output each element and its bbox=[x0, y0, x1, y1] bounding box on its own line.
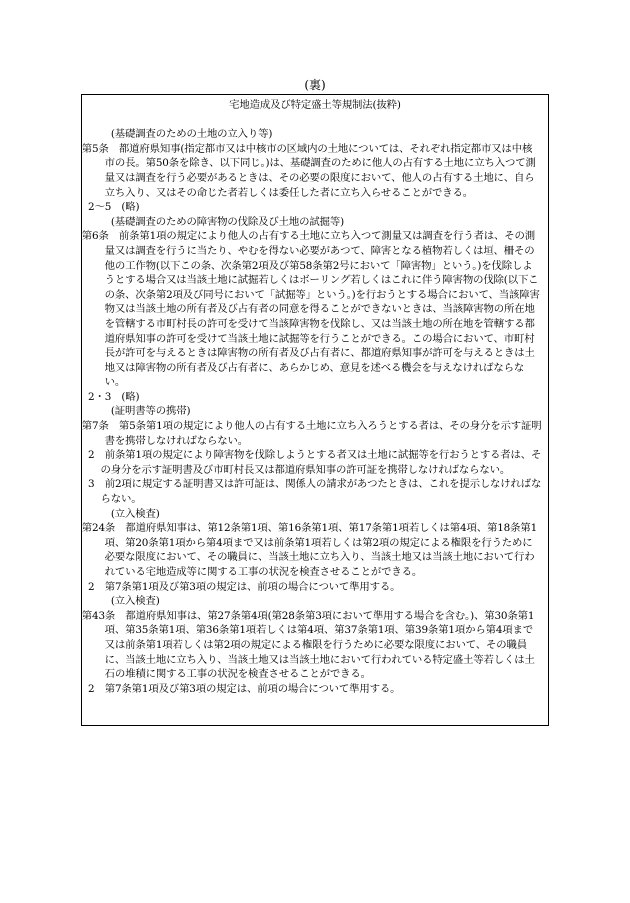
page-side-label: (裏) bbox=[304, 78, 326, 92]
law-title: 宅地造成及び特定盛土等規制法(抜粋) bbox=[229, 99, 401, 111]
clause-text: 2～5 (略) bbox=[88, 201, 140, 214]
clause-text: 2 第7条第1項及び第3項の規定は、前項の場合について準用する。 bbox=[88, 580, 401, 593]
article-text: 第43条 都道府県知事は、第27条第4項(第28条第3項において準用する場合を含む。)、第30条第1項、第35条第1項、第36条第1項若しくは第4項、第37条第1項、第39条第1項から第4項まで又は前条第1項若しくは第2項の規定による権限を行うために必要な限度において、その職員に、当該土地に立ち入り、当該土地又は当該土地において行われている特定盛土等若しくは土石の堆積に関する工事の状況を検査させることができる。 bbox=[81, 609, 535, 681]
clause-text: 3 前2項に規定する証明書又は許可証は、関係人の請求があつたときは、これを提示しなければならない。 bbox=[88, 478, 542, 506]
article-heading: (証明書等の携帯) bbox=[110, 405, 191, 418]
article-heading: (立入検査) bbox=[110, 595, 160, 608]
spacer bbox=[88, 113, 542, 128]
article-heading: (立入検査) bbox=[110, 507, 160, 520]
law-excerpt-box bbox=[81, 94, 549, 726]
article-text: 第5条 都道府県知事(指定都市又は中核市の区域内の土地については、それぞれ指定都市又は中核市の長。第50条を除き、以下同じ。)は、基礎調査のために他人の占有する土地に立ち入つて測量又は調査を行う必要があるときは、その必要の限度において、他人の占有する土地に、自ら立ち入り、又はその命じた者若しくは委任した者に立ち入らせることができる。 bbox=[81, 142, 536, 199]
article-text: 第24条 都道府県知事は、第12条第1項、第16条第1項、第17条第1項若しくは第4項、第18条第1項、第20条第1項から第4項まで又は前条第1項若しくは第2項の規定による権限を行うために必要な限度において、その職員に、当該土地に立ち入り、当該土地又は当該土地において行われている宅地造成等に関する工事の状況を検査させることができる。 bbox=[81, 522, 538, 578]
article-heading: (基礎調査のための土地の立入り等) bbox=[110, 128, 273, 141]
article-heading: (基礎調査のための障害物の伐除及び土地の試掘等) bbox=[110, 215, 344, 228]
article-text: 第6条 前条第1項の規定により他人の占有する土地に立ち入つて測量又は調査を行う者は、その測量又は調査を行うに当たり、やむを得ない必要があつて、障害となる植物若しくは垣、柵その他の工作物(以下この条、次条第2項及び第58条第2号において「障害物」という。)を伐除しようとする場合又は当該土地に試掘若しくはボーリング若しくはこれに伴う障害物の伐除(以下この条、次条第2項及び同号において「試掘等」という。)を行おうとする場合において、当該障害物又は当該土地の所有者及び占有者の同意を得ることができないときは、当該障害物の所在地を管轄する市町村長の許可を受けて当該障害物を伐除し、又は当該土地の所在地を管轄する都道府県知事の許可を受けて当該土地に試掘等を行うことができる。この場合において、市町村長が許可を与えるときは障害物の所有者及び占有者に、都道府県知事が許可を与えるときは土地又は障害物の所有者及び占有者に、あらかじめ、意見を述べる機会を与えなければならない。 bbox=[81, 230, 540, 389]
clause-text: 2 前条第1項の規定により障害物を伐除しようとする者又は土地に試掘等を行おうとする者は、その身分を示す証明書及び市町村長又は都道府県知事の許可証を携帯しなければならない。 bbox=[88, 449, 542, 476]
clause-text: 2 第7条第1項及び第3項の規定は、前項の場合について準用する。 bbox=[88, 682, 401, 695]
article-text: 第7条 第5条第1項の規定により他人の占有する土地に立ち入ろうとする者は、その身分を示す証明書を携帯しなければならない。 bbox=[81, 420, 542, 447]
clause-text: 2・3 (略) bbox=[88, 390, 140, 403]
